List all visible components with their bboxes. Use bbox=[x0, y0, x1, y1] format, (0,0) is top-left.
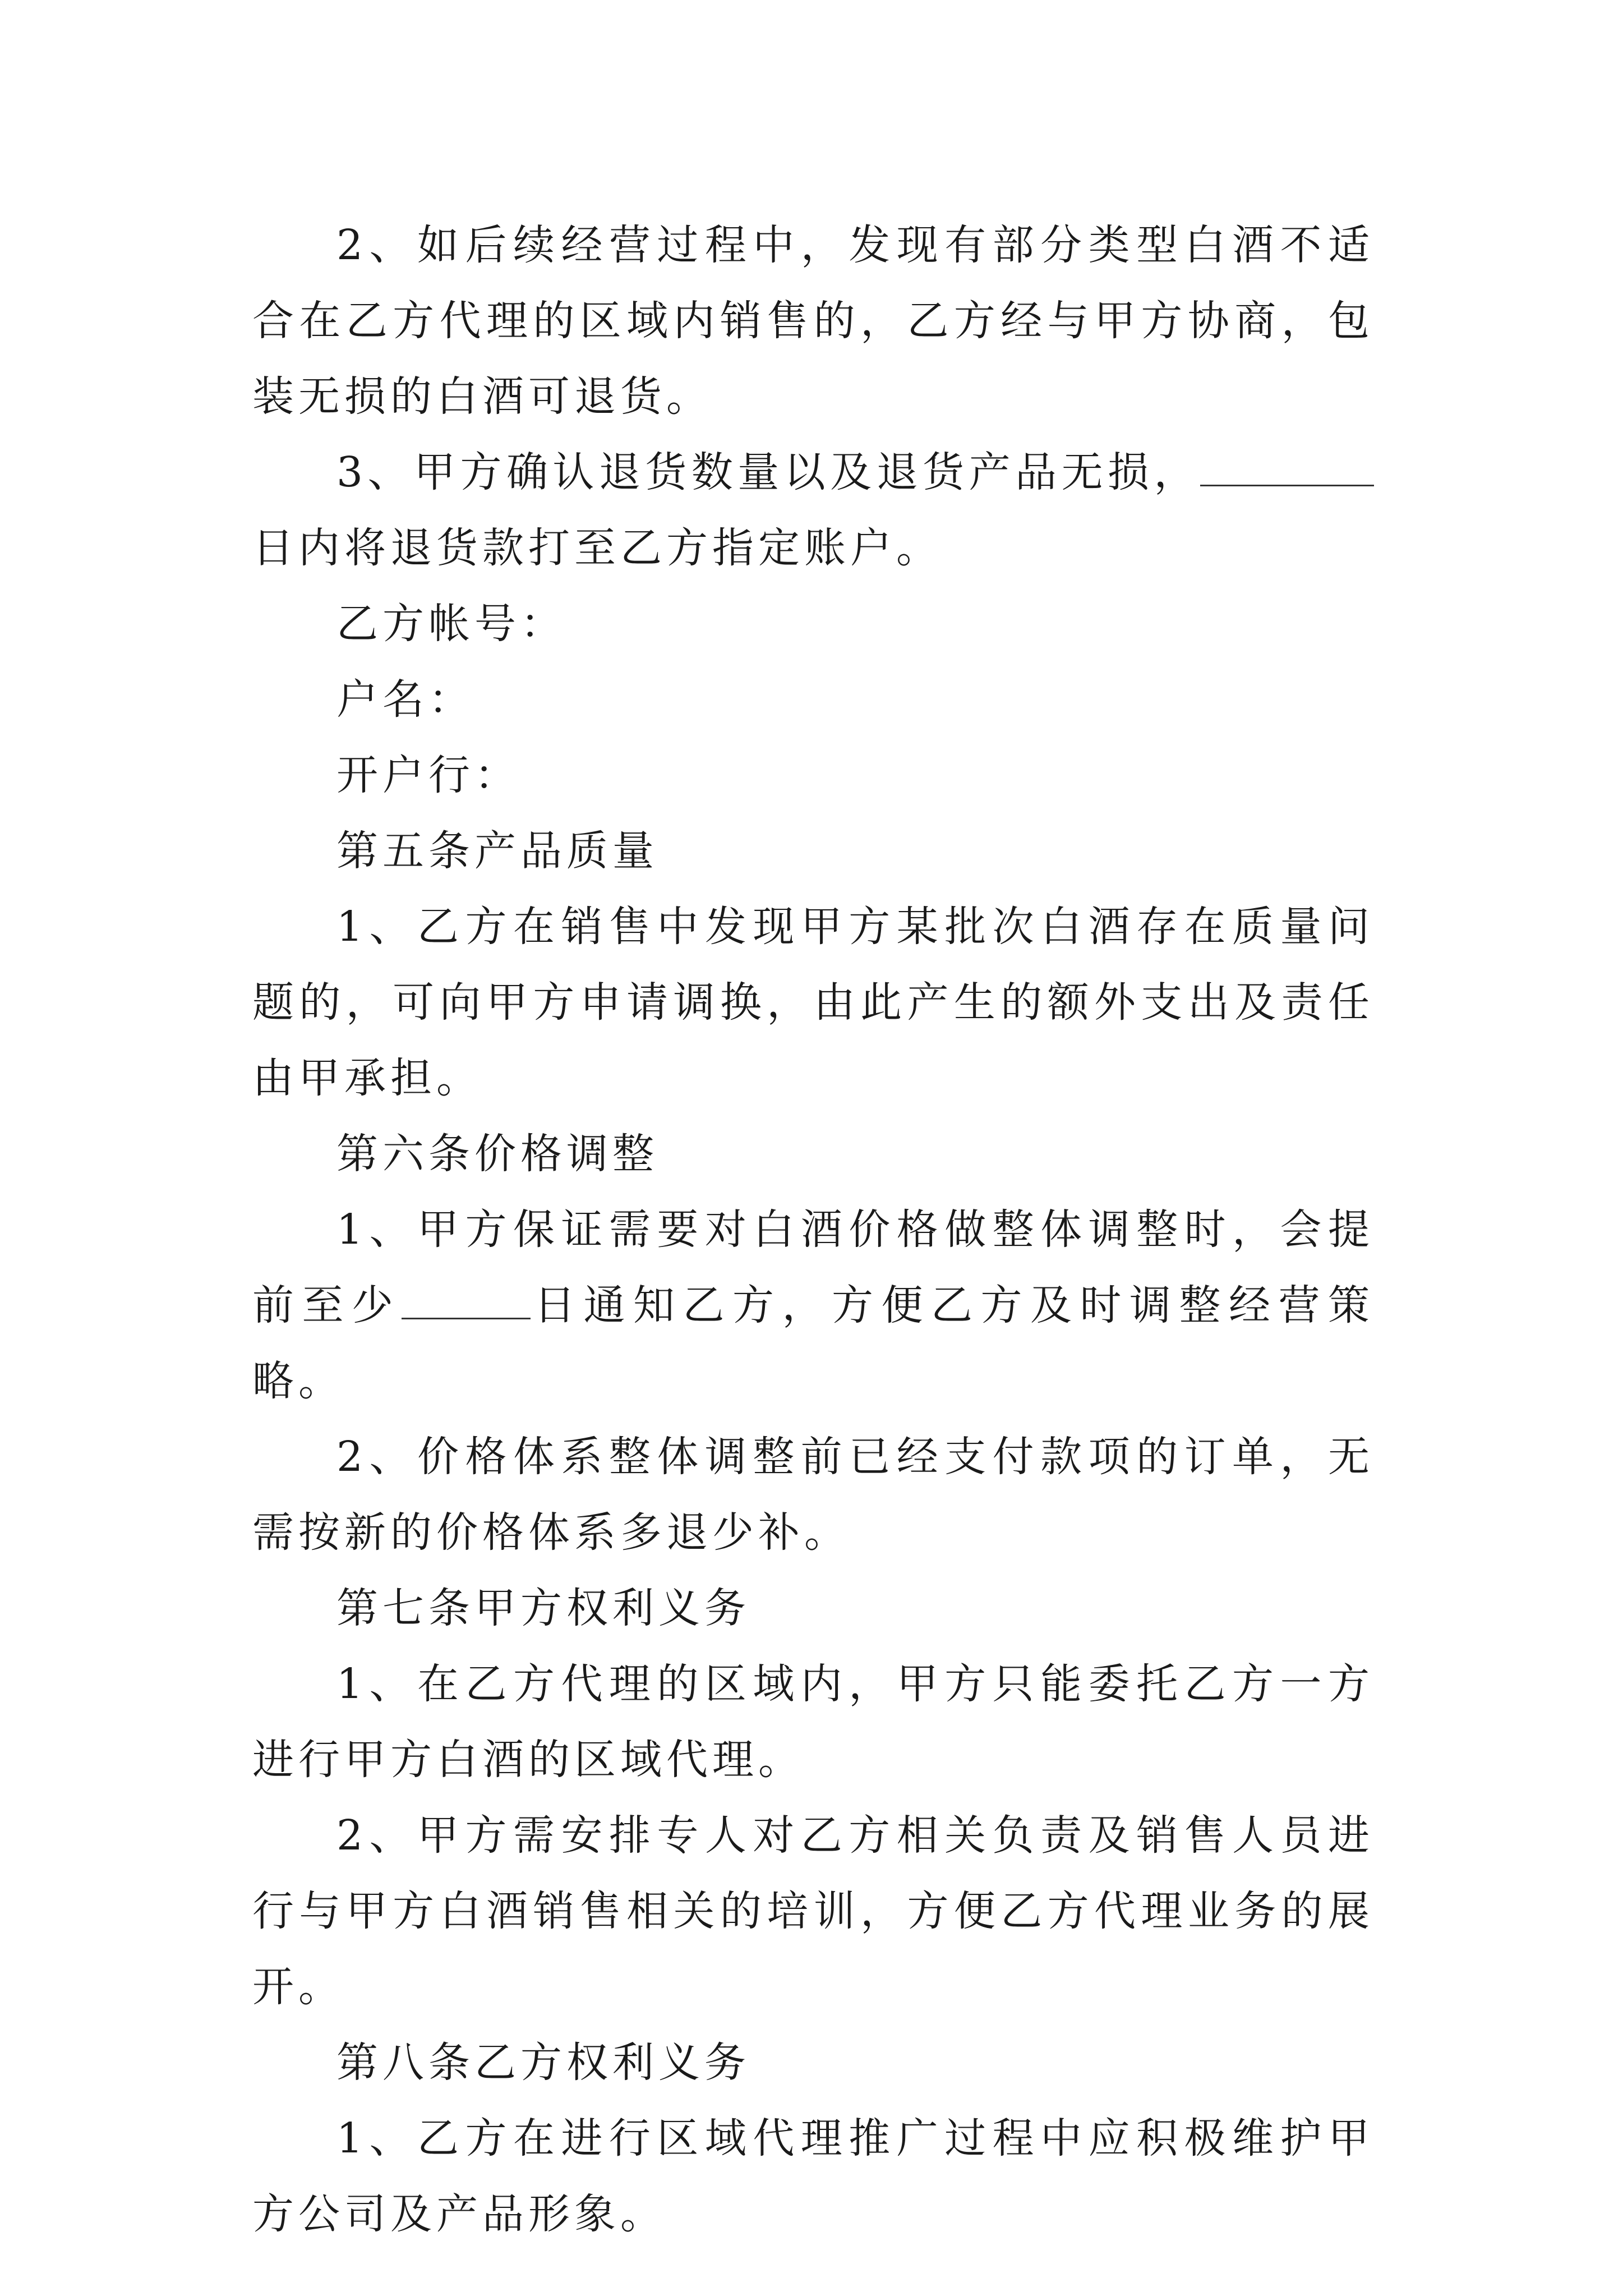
paragraph-price-notice-text-after: 日通知乙方，方便乙方及时调整经营策略。 bbox=[252, 1281, 1374, 1405]
blank-notice-days-field[interactable] bbox=[402, 1278, 531, 1319]
section-heading-party-b-rights: 第八条乙方权利义务 bbox=[336, 2039, 750, 2087]
paragraph-price-notice-text-before: 1、甲方保证需要对白酒价格做整体调整时，会提前至少 bbox=[252, 1205, 1374, 1329]
paragraph-training: 2、甲方需安排专人对乙方相关负责及销售人员进行与甲方白酒销售相关的培训，方便乙方代理业务的展开。 bbox=[252, 1811, 1374, 2011]
paragraph-brand-image: 1、乙方在进行区域代理推广过程中应积极维护甲方公司及产品形象。 bbox=[252, 2114, 1374, 2238]
paragraph-refund-deadline-text-before: 3、甲方确认退货数量以及退货产品无损， bbox=[336, 448, 1200, 496]
paragraph-refund-deadline-text-after: 日内将退货款打至乙方指定账户。 bbox=[252, 524, 942, 572]
section-heading-party-a-rights: 第七条甲方权利义务 bbox=[336, 1584, 750, 1632]
paragraph-paid-orders: 2、价格体系整体调整前已经支付款项的订单，无需按新的价格体系多退少补。 bbox=[252, 1433, 1374, 1557]
document-body bbox=[252, 208, 1374, 2252]
section-heading-price-adjustment: 第六条价格调整 bbox=[336, 1130, 658, 1178]
paragraph-return-policy: 2、如后续经营过程中，发现有部分类型白酒不适合在乙方代理的区域内销售的，乙方经与甲方协商，包装无损的白酒可退货。 bbox=[252, 221, 1374, 421]
account-number-label: 乙方帐号： bbox=[336, 600, 566, 648]
paragraph-exclusive-agent: 1、在乙方代理的区域内，甲方只能委托乙方一方进行甲方白酒的区域代理。 bbox=[252, 1660, 1374, 1784]
blank-days-field[interactable] bbox=[1200, 445, 1374, 486]
paragraph-price-notice bbox=[252, 1192, 1374, 1419]
paragraph-refund-deadline bbox=[252, 435, 1374, 586]
paragraph-quality-exchange: 1、乙方在销售中发现甲方某批次白酒存在质量问题的，可向甲方申请调换，由此产生的额外支出及责任由甲承担。 bbox=[252, 903, 1374, 1102]
bank-name-label: 开户行： bbox=[336, 751, 520, 799]
section-heading-product-quality: 第五条产品质量 bbox=[336, 827, 658, 875]
account-name-label: 户名： bbox=[336, 675, 474, 724]
